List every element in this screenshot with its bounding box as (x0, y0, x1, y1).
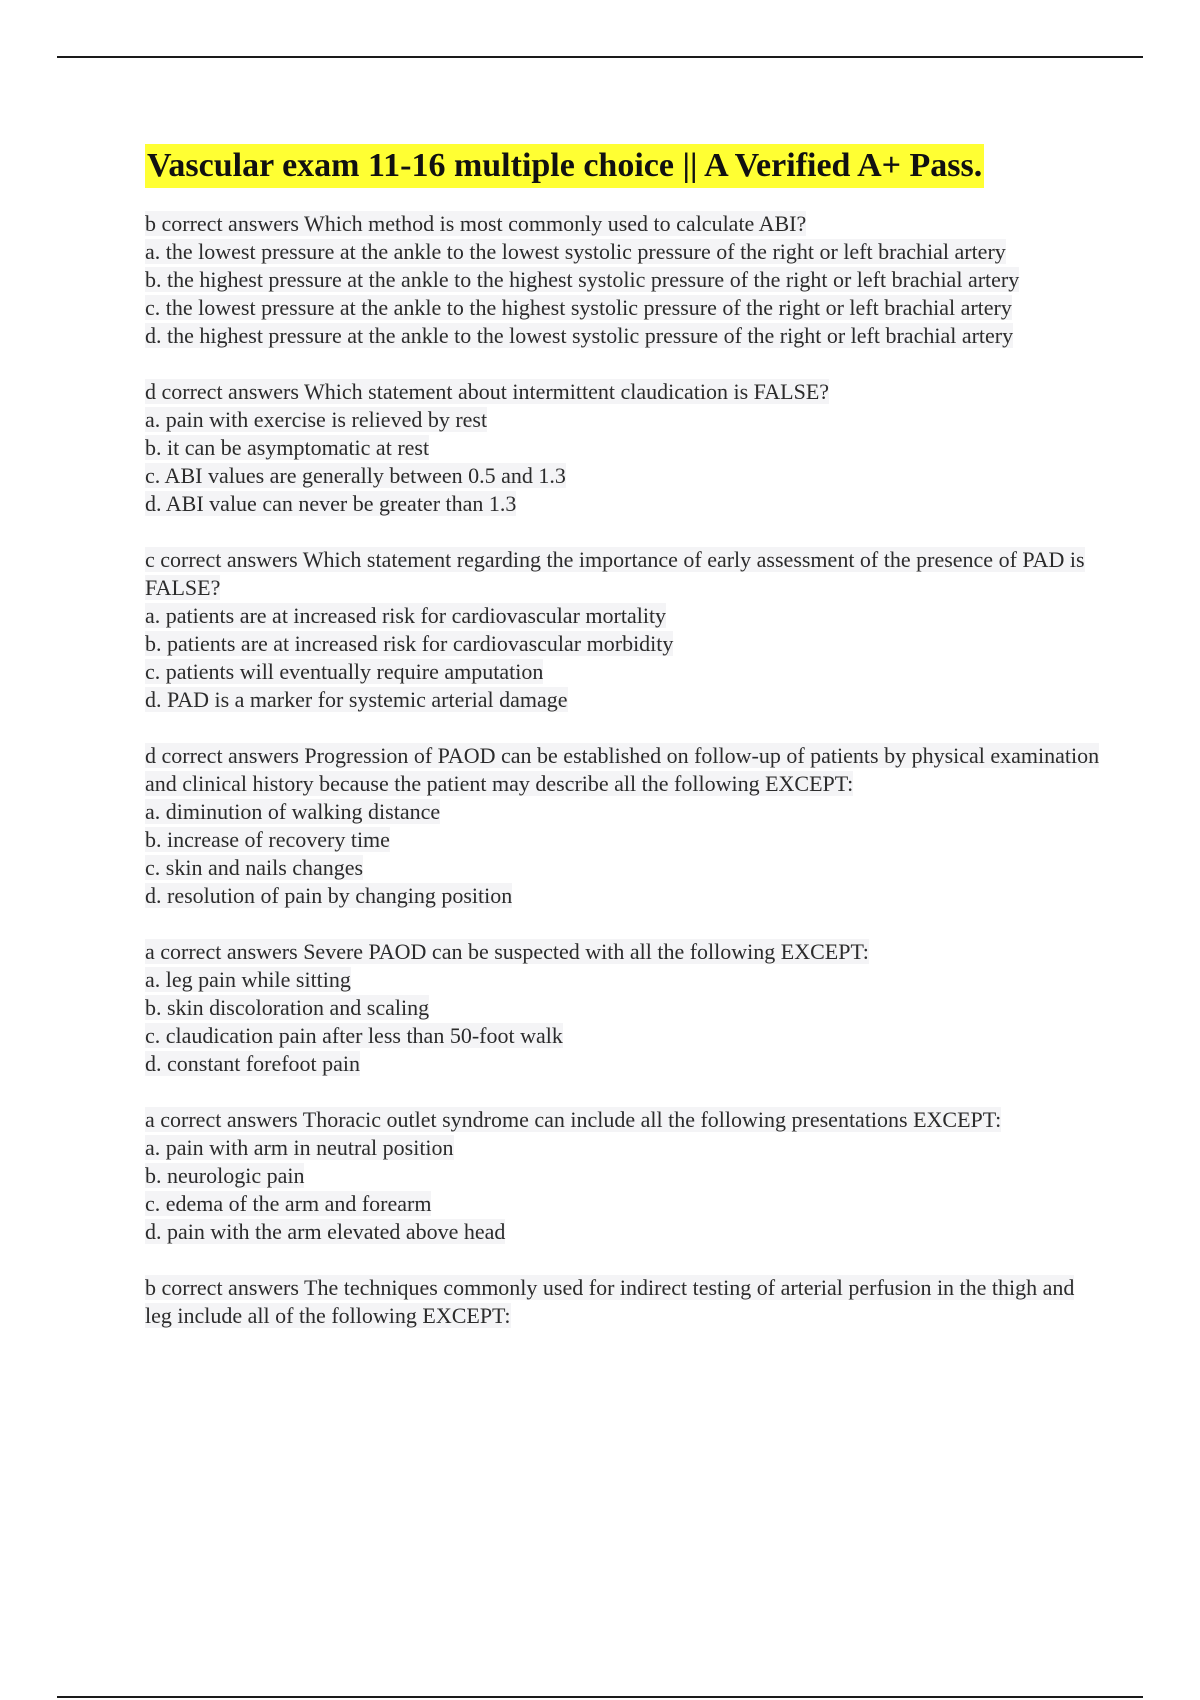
question-prompt: d correct answers Which statement about intermittent claudication is FALSE? (145, 379, 830, 404)
footer-rule (57, 1696, 1143, 1698)
document-title: Vascular exam 11-16 multiple choice || A Verified A+ Pass. (145, 144, 984, 188)
answer-option: c. patients will eventually require amputation (145, 659, 544, 684)
answer-option: d. resolution of pain by changing position (145, 883, 513, 908)
question-list (145, 210, 1105, 1330)
answer-option: a. diminution of walking distance (145, 799, 441, 824)
answer-option: b. increase of recovery time (145, 827, 390, 852)
question-prompt: c correct answers Which statement regarding the importance of early assessment of the presence of PAD is FALSE? (145, 547, 1085, 600)
question-prompt: a correct answers Severe PAOD can be suspected with all the following EXCEPT: (145, 939, 869, 964)
question-prompt: b correct answers Which method is most commonly used to calculate ABI? (145, 211, 807, 236)
answer-option: b. patients are at increased risk for cardiovascular morbidity (145, 631, 674, 656)
question-block (145, 742, 1105, 910)
question-block (145, 378, 1105, 518)
answer-option: c. skin and nails changes (145, 855, 364, 880)
answer-option: c. the lowest pressure at the ankle to the highest systolic pressure of the right or left brachial artery (145, 295, 1012, 320)
answer-option: b. the highest pressure at the ankle to the highest systolic pressure of the right or left brachial artery (145, 267, 1020, 292)
answer-option: c. edema of the arm and forearm (145, 1191, 432, 1216)
answer-option: c. ABI values are generally between 0.5 and 1.3 (145, 463, 566, 488)
answer-option: d. ABI value can never be greater than 1.3 (145, 491, 517, 516)
question-block (145, 546, 1105, 714)
answer-option: b. it can be asymptomatic at rest (145, 435, 430, 460)
question-block (145, 1274, 1105, 1330)
answer-option: d. constant forefoot pain (145, 1051, 361, 1076)
answer-option: d. pain with the arm elevated above head (145, 1219, 506, 1244)
question-prompt: b correct answers The techniques commonly used for indirect testing of arterial perfusion in the thigh and leg include all of the following EXCEPT: (145, 1275, 1075, 1328)
header-rule (57, 56, 1143, 58)
answer-option: a. pain with arm in neutral position (145, 1135, 454, 1160)
answer-option: d. the highest pressure at the ankle to the lowest systolic pressure of the right or left brachial artery (145, 323, 1014, 348)
question-prompt: d correct answers Progression of PAOD can be established on follow-up of patients by physical examination and clinical history because the patient may describe all the following EXCEPT: (145, 743, 1100, 796)
answer-option: d. PAD is a marker for systemic arterial damage (145, 687, 568, 712)
answer-option: b. neurologic pain (145, 1163, 305, 1188)
answer-option: b. skin discoloration and scaling (145, 995, 430, 1020)
answer-option: a. leg pain while sitting (145, 967, 351, 992)
answer-option: a. the lowest pressure at the ankle to the lowest systolic pressure of the right or left brachial artery (145, 239, 1006, 264)
answer-option: c. claudication pain after less than 50-foot walk (145, 1023, 563, 1048)
question-prompt: a correct answers Thoracic outlet syndrome can include all the following presentations EXCEPT: (145, 1107, 1002, 1132)
question-block (145, 938, 1105, 1078)
document-body (145, 144, 1105, 1358)
answer-option: a. patients are at increased risk for cardiovascular mortality (145, 603, 667, 628)
question-block (145, 210, 1105, 350)
question-block (145, 1106, 1105, 1246)
answer-option: a. pain with exercise is relieved by rest (145, 407, 488, 432)
